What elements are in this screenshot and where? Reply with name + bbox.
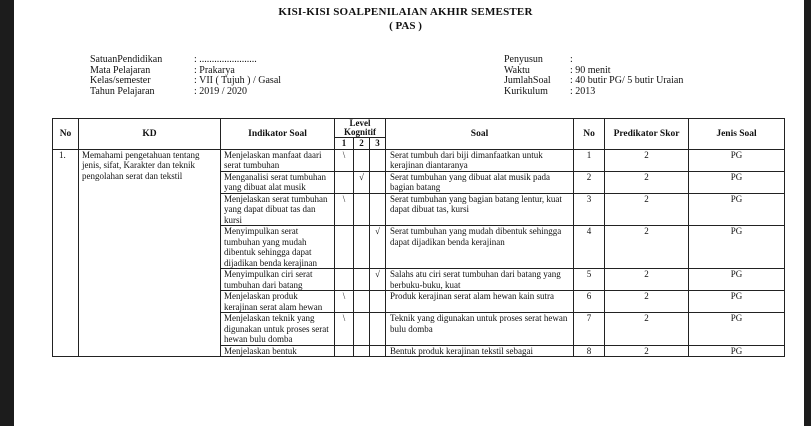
- level-2-cell: [354, 269, 370, 291]
- info-label: Kelas/semester: [90, 75, 151, 86]
- header-no-soal: No: [574, 119, 605, 150]
- level-1-cell: [335, 171, 354, 193]
- level-1-cell: \: [335, 193, 354, 226]
- no-soal-cell: 3: [574, 193, 605, 226]
- info-value: : 2019 / 2020: [194, 85, 248, 97]
- info-label: Tahun Pelajaran: [90, 85, 155, 97]
- skor-cell: 2: [605, 345, 689, 357]
- indikator-cell: Menyimpulkan ciri serat tumbuhan dari batang: [221, 269, 335, 291]
- info-value: : VII ( Tujuh ) / Gasal: [194, 75, 282, 86]
- level-3-cell: [370, 313, 386, 346]
- jenis-cell: PG: [689, 226, 785, 269]
- header-no: No: [53, 119, 79, 150]
- document-subtitle: ( PAS ): [389, 20, 422, 32]
- level-2-cell: √: [354, 171, 370, 193]
- header-level-1: 1: [335, 138, 354, 150]
- soal-cell: Bentuk produk kerajinan tekstil sebagai: [386, 345, 574, 357]
- info-right-block: [504, 55, 683, 97]
- info-label: Mata Pelajaran: [90, 64, 151, 76]
- level-1-cell: \: [335, 313, 354, 346]
- no-soal-cell: 6: [574, 291, 605, 313]
- soal-cell: Serat tumbuhan yang mudah dibentuk sehingga dapat dijadikan benda kerajinan: [386, 226, 574, 269]
- indikator-cell: Menyimpulkan serat tumbuhan yang mudah dibentuk sehingga dapat dijadikan benda kerajinan: [221, 226, 335, 269]
- skor-cell: 2: [605, 226, 689, 269]
- info-row: [504, 87, 683, 98]
- level-1-cell: \: [335, 149, 354, 171]
- header-prediktor: Predikator Skor: [605, 119, 689, 150]
- kisi-kisi-table: [52, 118, 785, 357]
- no-soal-cell: 1: [574, 149, 605, 171]
- level-2-cell: [354, 291, 370, 313]
- info-value: : .......................: [194, 54, 257, 65]
- indikator-cell: Menjelaskan bentuk: [221, 345, 335, 357]
- skor-cell: 2: [605, 291, 689, 313]
- indikator-cell: Menjelaskan produk kerajinan serat alam hewan: [221, 291, 335, 313]
- table-row: [53, 149, 785, 171]
- no-soal-cell: 8: [574, 345, 605, 357]
- skor-cell: 2: [605, 149, 689, 171]
- header-indikator: Indikator Soal: [221, 119, 335, 150]
- no-soal-cell: 4: [574, 226, 605, 269]
- level-2-cell: [354, 313, 370, 346]
- indikator-cell: Menjelaskan serat tumbuhan yang dapat dibuat tas dan kursi: [221, 193, 335, 226]
- info-row: [90, 76, 281, 87]
- info-row: [90, 55, 281, 66]
- info-value: : 40 butir PG/ 5 butir Uraian: [570, 75, 684, 86]
- kd-text: Memahami pengetahuan tentang jenis, sifat, Karakter dan teknik pengolahan serat dan tekstil: [79, 149, 221, 357]
- info-label: JumlahSoal: [504, 75, 551, 86]
- window-frame-right: [804, 0, 811, 426]
- level-2-cell: [354, 226, 370, 269]
- header-level-2: 2: [354, 138, 370, 150]
- soal-cell: Serat tumbuhan yang dibuat alat musik pada bagian batang: [386, 171, 574, 193]
- level-3-cell: √: [370, 269, 386, 291]
- jenis-cell: PG: [689, 313, 785, 346]
- soal-cell: Serat tumbuh dari biji dimanfaatkan untuk kerajinan diantaranya: [386, 149, 574, 171]
- document-title: KISI-KISI SOALPENILAIAN AKHIR SEMESTER: [278, 6, 533, 18]
- header-soal: Soal: [386, 119, 574, 150]
- no-soal-cell: 7: [574, 313, 605, 346]
- jenis-cell: PG: [689, 291, 785, 313]
- level-2-cell: [354, 345, 370, 357]
- jenis-cell: PG: [689, 171, 785, 193]
- level-3-cell: [370, 193, 386, 226]
- jenis-cell: PG: [689, 345, 785, 357]
- info-label: Penyusun: [504, 54, 543, 65]
- level-3-cell: [370, 291, 386, 313]
- level-1-cell: \: [335, 291, 354, 313]
- soal-cell: Teknik yang digunakan untuk proses serat hewan bulu domba: [386, 313, 574, 346]
- skor-cell: 2: [605, 313, 689, 346]
- level-1-cell: [335, 226, 354, 269]
- info-value: : 90 menit: [570, 64, 611, 76]
- kd-number: 1.: [53, 149, 79, 357]
- info-label: SatuanPendidikan: [90, 54, 163, 65]
- level-1-cell: [335, 345, 354, 357]
- header-jenis: Jenis Soal: [689, 119, 785, 150]
- jenis-cell: PG: [689, 269, 785, 291]
- indikator-cell: Menjelaskan manfaat daari serat tumbuhan: [221, 149, 335, 171]
- level-3-cell: [370, 345, 386, 357]
- info-label: Waktu: [504, 64, 530, 76]
- window-frame-left: [0, 0, 14, 426]
- level-3-cell: [370, 149, 386, 171]
- info-row: [90, 87, 281, 98]
- level-3-cell: √: [370, 226, 386, 269]
- info-value: : 2013: [570, 85, 596, 97]
- no-soal-cell: 5: [574, 269, 605, 291]
- header-level: Level Kognitif: [335, 119, 386, 138]
- level-1-cell: [335, 269, 354, 291]
- header-kd: KD: [79, 119, 221, 150]
- info-value: :: [570, 54, 573, 65]
- info-row: [504, 55, 683, 66]
- info-value: : Prakarya: [194, 64, 235, 76]
- indikator-cell: Menjelaskan teknik yang digunakan untuk proses serat hewan bulu domba: [221, 313, 335, 346]
- info-row: [504, 76, 683, 87]
- level-2-cell: [354, 149, 370, 171]
- no-soal-cell: 2: [574, 171, 605, 193]
- soal-cell: Produk kerajinan serat alam hewan kain sutra: [386, 291, 574, 313]
- header-level-3: 3: [370, 138, 386, 150]
- info-label: Kurikulum: [504, 85, 548, 97]
- level-3-cell: [370, 171, 386, 193]
- level-2-cell: [354, 193, 370, 226]
- skor-cell: 2: [605, 171, 689, 193]
- soal-cell: Salahs atu ciri serat tumbuhan dari batang yang berbuku-buku, kuat: [386, 269, 574, 291]
- table-header-row: [53, 119, 785, 138]
- skor-cell: 2: [605, 193, 689, 226]
- indikator-cell: Menganalisi serat tumbuhan yang dibuat alat musik: [221, 171, 335, 193]
- jenis-cell: PG: [689, 193, 785, 226]
- soal-cell: Serat tumbuhan yang bagian batang lentur, kuat dapat dibuat tas, kursi: [386, 193, 574, 226]
- info-left-block: [90, 55, 281, 97]
- jenis-cell: PG: [689, 149, 785, 171]
- skor-cell: 2: [605, 269, 689, 291]
